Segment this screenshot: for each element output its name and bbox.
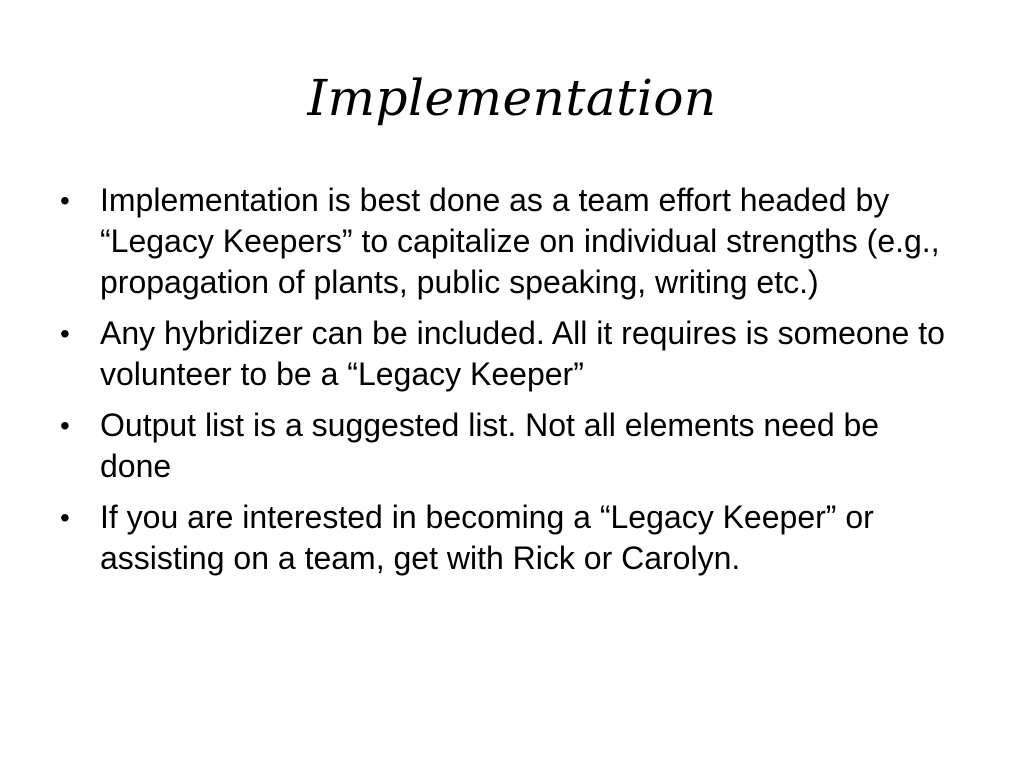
bullet-item [58, 180, 958, 303]
bullet-icon: • [60, 410, 70, 441]
bullet-text: Any hybridizer can be included. All it requires is someone to volunteer to be a “Legacy Keeper” [100, 315, 945, 392]
bullet-text: If you are interested in becoming a “Legacy Keeper” or assisting on a team, get with Rick or Carolyn. [100, 499, 874, 576]
bullet-item [58, 313, 958, 395]
bullet-icon: • [60, 502, 70, 533]
bullet-text: Implementation is best done as a team effort headed by “Legacy Keepers” to capitalize on individual strengths (e.g., propagation of plants, public speaking, writing etc.) [100, 182, 940, 300]
bullet-icon: • [60, 185, 70, 216]
bullet-item [58, 497, 958, 579]
bullet-item [58, 405, 958, 487]
bullet-icon: • [60, 318, 70, 349]
bullet-text: Output list is a suggested list. Not all elements need be done [100, 407, 880, 484]
bullet-list [58, 180, 958, 589]
slide-title: Implementation [307, 69, 717, 127]
